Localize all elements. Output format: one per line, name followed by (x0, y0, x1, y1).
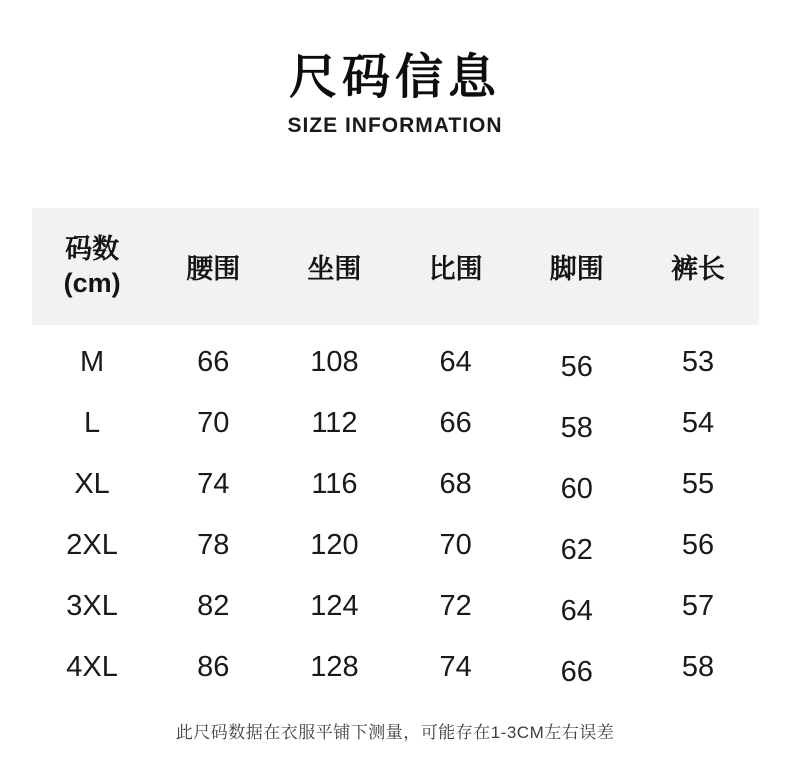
cell-pant-length: 58 (681, 651, 715, 684)
cell-size: 4XL (66, 651, 118, 684)
cell-pant-length: 55 (681, 468, 715, 501)
cell-hip: 128 (310, 651, 359, 684)
table-body (32, 332, 759, 698)
cell-waist: 66 (197, 346, 230, 379)
cell-size: L (84, 407, 101, 440)
header-cell-size (32, 233, 153, 301)
cell-leg-opening: 62 (560, 534, 593, 567)
cell-waist: 86 (197, 651, 230, 684)
cell-thigh: 74 (439, 651, 472, 684)
cell-size: XL (74, 468, 110, 501)
header-cell-hip: 坐围 (307, 254, 362, 285)
cell-waist: 70 (197, 407, 230, 440)
cell-hip: 120 (310, 529, 359, 562)
cell-thigh: 72 (439, 590, 472, 623)
cell-size: 3XL (66, 590, 118, 623)
cell-thigh: 68 (439, 468, 472, 501)
cell-hip: 124 (310, 590, 359, 623)
cell-waist: 74 (197, 468, 230, 501)
header-cell-waist: 腰围 (186, 254, 241, 285)
cell-size: 2XL (66, 529, 118, 562)
cell-leg-opening: 66 (560, 656, 593, 689)
cell-thigh: 64 (439, 346, 472, 379)
table-row (32, 515, 759, 576)
cell-waist: 78 (197, 529, 230, 562)
table-row (32, 454, 759, 515)
cell-size: M (80, 346, 105, 379)
cell-leg-opening: 60 (560, 473, 593, 506)
table-row (32, 332, 759, 393)
table-row (32, 637, 759, 698)
table-row (32, 393, 759, 454)
cell-pant-length: 57 (681, 590, 715, 623)
page-title: 尺码信息 (288, 51, 501, 104)
size-header-line2: (cm) (63, 267, 121, 298)
cell-pant-length: 54 (681, 407, 715, 440)
cell-hip: 116 (311, 468, 358, 501)
cell-hip: 112 (311, 407, 358, 440)
page-subtitle: SIZE INFORMATION (287, 114, 503, 138)
cell-leg-opening: 64 (560, 595, 593, 628)
header-cell-pant-length: 裤长 (670, 254, 725, 285)
cell-leg-opening: 56 (560, 351, 593, 384)
cell-thigh: 70 (439, 529, 472, 562)
cell-hip: 108 (310, 346, 359, 379)
cell-waist: 82 (197, 590, 230, 623)
size-table (32, 208, 759, 698)
table-row (32, 576, 759, 637)
header-cell-thigh: 比围 (428, 254, 483, 285)
cell-thigh: 66 (439, 407, 472, 440)
cell-pant-length: 56 (681, 529, 715, 562)
measurement-note: 此尺码数据在衣服平铺下测量，可能存在1-3CM左右误差 (175, 723, 615, 743)
cell-leg-opening: 58 (560, 412, 593, 445)
header-cell-leg-opening: 脚围 (549, 254, 604, 285)
size-header-line1: 码数 (65, 233, 120, 264)
cell-pant-length: 53 (681, 346, 715, 379)
table-header-row (32, 208, 759, 325)
